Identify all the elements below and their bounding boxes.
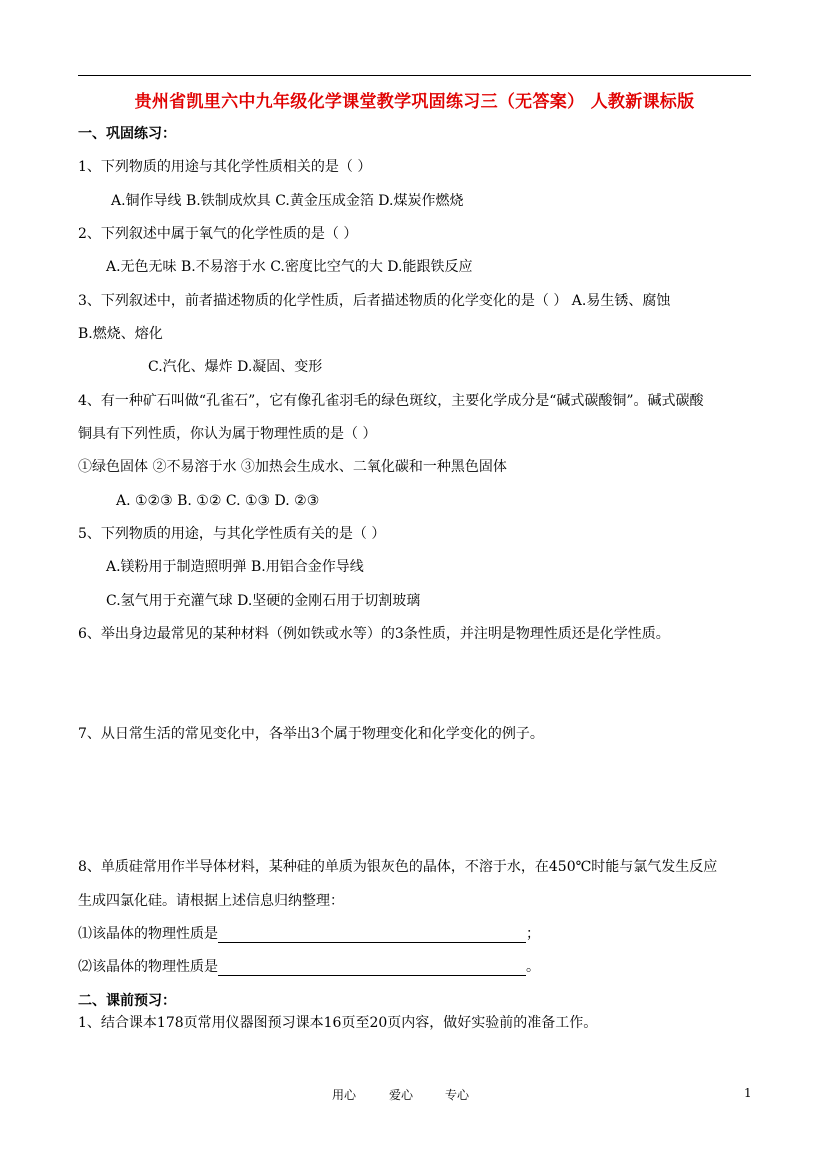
question-4-options: A. ①②③ B. ①② C. ①③ D. ②③ — [116, 493, 320, 509]
question-8-sub2 — [78, 958, 540, 976]
question-3-line2: B.燃烧、熔化 — [78, 326, 163, 342]
question-1-options: A.铜作导线 B.铁制成炊具 C.黄金压成金箔 D.煤炭作燃烧 — [111, 193, 464, 209]
question-7: 7、从日常生活的常见变化中，各举出3个属于物理变化和化学变化的例子。 — [78, 726, 544, 742]
question-8-sub1-label: ⑴该晶体的物理性质是 — [78, 926, 218, 942]
footer-motto-3: 专心 — [445, 1088, 470, 1102]
question-5-options-1: A.镁粉用于制造照明弹 B.用铝合金作导线 — [106, 559, 364, 575]
answer-blank-1[interactable] — [218, 928, 526, 943]
question-8-sub1-end: ； — [526, 926, 540, 942]
footer-motto-1: 用心 — [332, 1088, 357, 1102]
question-8-stem: 8、单质硅常用作半导体材料，某种硅的单质为银灰色的晶体，不溶于水，在450℃时能与氯气发生反应 — [78, 859, 718, 875]
question-3-line3: C.汽化、爆炸 D.凝固、变形 — [148, 359, 323, 375]
question-4-line2: 铜具有下列性质，你认为属于物理性质的是（ ） — [78, 426, 377, 442]
question-2-stem: 2、下列叙述中属于氧气的化学性质的是（ ） — [78, 226, 358, 242]
page-number: 1 — [744, 1086, 752, 1100]
question-5-stem: 5、下列物质的用途，与其化学性质有关的是（ ） — [78, 526, 386, 542]
document-title: 贵州省凯里六中九年级化学课堂教学巩固练习三（无答案） 人教新课标版 — [134, 92, 695, 112]
answer-blank-2[interactable] — [218, 961, 526, 976]
question-8-sub2-end: 。 — [526, 959, 540, 975]
question-5-options-2: C.氢气用于充灌气球 D.坚硬的金刚石用于切割玻璃 — [106, 593, 421, 609]
section-heading-preview: 二、课前预习： — [78, 993, 176, 1009]
question-8-line2: 生成四氯化硅。请根据上述信息归纳整理： — [78, 893, 344, 909]
question-4-line3: ①绿色固体 ②不易溶于水 ③加热会生成水、二氧化碳和一种黑色固体 — [78, 459, 507, 475]
preview-item-1: 1、结合课本178页常用仪器图预习课本16页至20页内容，做好实验前的准备工作。 — [78, 1015, 598, 1031]
question-4-stem: 4、有一种矿石叫做“孔雀石”，它有像孔雀羽毛的绿色斑纹，主要化学成分是“碱式碳酸铜”。碱式碳酸 — [78, 393, 704, 409]
question-2-options: A.无色无味 B.不易溶于水 C.密度比空气的大 D.能跟铁反应 — [106, 259, 473, 275]
question-1-stem: 1、下列物质的用途与其化学性质相关的是（ ） — [78, 159, 372, 175]
question-6: 6、举出身边最常见的某种材料（例如铁或水等）的3条性质，并注明是物理性质还是化学性质。 — [78, 626, 670, 642]
section-heading-practice: 一、巩固练习： — [78, 126, 176, 142]
question-8-sub2-label: ⑵该晶体的物理性质是 — [78, 959, 218, 975]
header-rule — [78, 75, 751, 76]
footer-motto-2: 爱心 — [389, 1088, 414, 1102]
question-3-stem: 3、下列叙述中，前者描述物质的化学性质，后者描述物质的化学变化的是（ ） A.易生锈、腐蚀 — [78, 293, 671, 309]
question-8-sub1 — [78, 925, 540, 943]
